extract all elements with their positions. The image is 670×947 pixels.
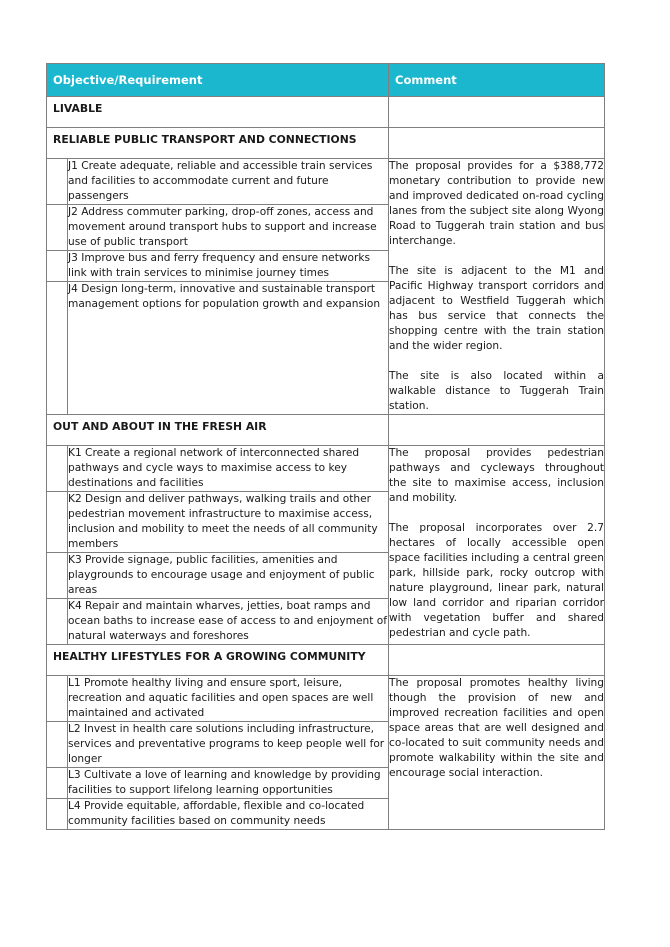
top-section-title: LIVABLE (47, 97, 389, 128)
comment-cell (389, 676, 605, 830)
comment-paragraph: The site is adjacent to the M1 and Pacific Highway transport corridors and adjacent to Westfield Tuggerah which has bus service that connects the shopping centre with the train station and the wider region. (389, 265, 604, 352)
objective-cell: J3 Improve bus and ferry frequency and ensure networks link with train services to minimise journey times (68, 251, 389, 282)
header-objective: Objective/Requirement (47, 64, 389, 97)
indent-cell (47, 799, 68, 830)
indent-cell (47, 205, 68, 251)
indent-cell (47, 282, 68, 415)
indent-cell (47, 251, 68, 282)
comment-paragraph: The proposal incorporates over 2.7 hectares of locally accessible open space facilities including a central green park, hillside park, rocky outcrop with nature playground, linear park, natural low land corridor and riparian corridor with vegetation buffer and shared pedestrian and cycle path. (389, 522, 604, 639)
table-row (47, 446, 605, 492)
indent-cell (47, 492, 68, 553)
objectives-table (46, 63, 605, 830)
objective-cell: L1 Promote healthy living and ensure sport, leisure, recreation and aquatic facilities and open spaces are well maintained and activated (68, 676, 389, 722)
objective-cell: L4 Provide equitable, affordable, flexible and co-located community facilities based on community needs (68, 799, 389, 830)
comment-cell (389, 446, 605, 645)
comment-paragraph: The site is also located within a walkable distance to Tuggerah Train station. (389, 370, 604, 412)
table-row (47, 676, 605, 722)
comment-paragraph: The proposal promotes healthy living though the provision of new and improved recreation facilities and open space areas that are well designed and co-located to suit community needs and promote walkability within the site and encourage social interaction. (389, 677, 604, 779)
table-row (47, 159, 605, 205)
indent-cell (47, 553, 68, 599)
section-row (47, 128, 605, 159)
table-header-row (47, 64, 605, 97)
objective-cell: K4 Repair and maintain wharves, jetties, boat ramps and ocean baths to increase ease of access to and enjoyment of natural waterways and foreshores (68, 599, 389, 645)
indent-cell (47, 159, 68, 205)
section-title: HEALTHY LIFESTYLES FOR A GROWING COMMUNITY (47, 645, 389, 676)
empty-comment-cell (389, 128, 605, 159)
comment-paragraph: The proposal provides pedestrian pathways and cycleways throughout the site to maximise access, inclusion and mobility. (389, 447, 604, 504)
objective-cell: J1 Create adequate, reliable and accessible train services and facilities to accommodate current and future passengers (68, 159, 389, 205)
section-title: RELIABLE PUBLIC TRANSPORT AND CONNECTIONS (47, 128, 389, 159)
indent-cell (47, 599, 68, 645)
objective-cell: J4 Design long-term, innovative and sustainable transport management options for population growth and expansion (68, 282, 389, 415)
indent-cell (47, 446, 68, 492)
objective-cell: J2 Address commuter parking, drop-off zones, access and movement around transport hubs to support and increase use of public transport (68, 205, 389, 251)
objective-cell: K3 Provide signage, public facilities, amenities and playgrounds to encourage usage and enjoyment of public areas (68, 553, 389, 599)
objective-cell: L3 Cultivate a love of learning and knowledge by providing facilities to support lifelong learning opportunities (68, 768, 389, 799)
comment-paragraph: The proposal provides for a $388,772 monetary contribution to provide new and improved dedicated on-road cycling lanes from the subject site along Wyong Road to Tuggerah train station and bus interchange. (389, 160, 604, 247)
section-row (47, 415, 605, 446)
empty-comment-cell (389, 415, 605, 446)
empty-comment-cell (389, 97, 605, 128)
header-comment: Comment (389, 64, 605, 97)
objective-cell: K1 Create a regional network of interconnected shared pathways and cycle ways to maximise access to key destinations and facilities (68, 446, 389, 492)
section-title: OUT AND ABOUT IN THE FRESH AIR (47, 415, 389, 446)
empty-comment-cell (389, 645, 605, 676)
indent-cell (47, 722, 68, 768)
objective-cell: L2 Invest in health care solutions including infrastructure, services and preventative programs to keep people well for longer (68, 722, 389, 768)
section-row (47, 645, 605, 676)
indent-cell (47, 676, 68, 722)
objective-cell: K2 Design and deliver pathways, walking trails and other pedestrian movement infrastructure to maximise access, inclusion and mobility to meet the needs of all community members (68, 492, 389, 553)
top-section-row (47, 97, 605, 128)
indent-cell (47, 768, 68, 799)
comment-cell (389, 159, 605, 415)
